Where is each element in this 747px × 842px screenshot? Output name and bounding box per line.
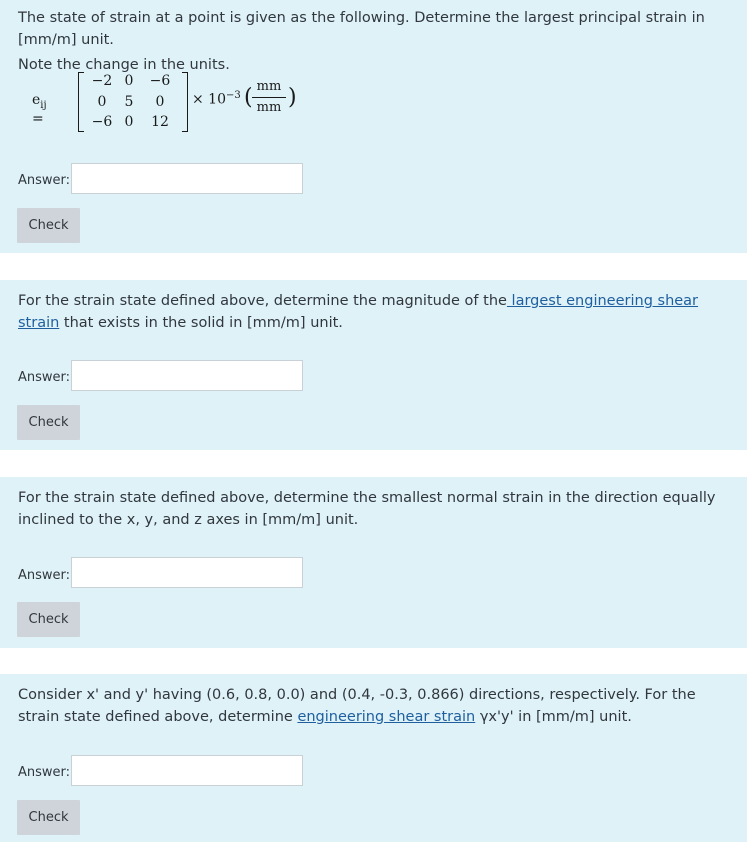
matrix-cell: 12 (151, 114, 169, 130)
multiplier: × $10^{-3}$ (192, 90, 241, 108)
answer-input-4[interactable] (71, 755, 303, 786)
matrix-cell: −2 (91, 73, 113, 89)
question-card-1: The state of strain at a point is given as the following. Determine the largest principal strain in [mm/m] unit. Note the change in the units. $e_{ij}$ = −2 0 −6 0 5 0 −6 0 12 × $10^{-3}$ ( mm mm ) Answer: Check (0, 0, 747, 253)
answer-label: Answer: (18, 370, 71, 385)
check-button-3[interactable]: Check (17, 602, 80, 637)
matrix-cell: 0 (97, 93, 107, 110)
question-1-text (18, 7, 733, 76)
answer-label: Answer: (18, 568, 71, 583)
answer-label: Answer: (18, 173, 71, 188)
question-card-4 (0, 674, 747, 842)
question-card-3 (0, 477, 747, 648)
matrix-cell: −6 (91, 114, 113, 130)
question-1-line-1: The state of strain at a point is given as the following. Determine the largest principal strain in [mm/m] unit. (18, 10, 705, 48)
question-card-2 (0, 280, 747, 450)
matrix-bracket-left (78, 72, 84, 132)
matrix-cell: 5 (124, 93, 134, 110)
answer-input-1[interactable] (71, 163, 303, 194)
matrix-cell: 0 (155, 93, 165, 110)
question-4-text: Consider x' and y' having (0.6, 0.8, 0.0) and (0.4, -0.3, 0.866) directions, respectively. For the strain state defined above, determine engineering shear strain γx'y' in [mm/m] unit. (18, 687, 696, 725)
answer-input-3[interactable] (71, 557, 303, 588)
unit-numerator: mm (256, 79, 282, 94)
matrix-cell: 0 (124, 114, 134, 130)
largest-shear-strain-link[interactable]: largest engineering shear strain (18, 293, 699, 331)
strain-symbol: $e_{ij}$ = (32, 92, 47, 127)
question-1-line-2: Note the change in the units. (18, 57, 230, 73)
question-2-text: For the strain state defined above, determine the magnitude of the largest engineering shear strain that exists in the solid in [mm/m] unit. (18, 293, 699, 331)
question-3-text: For the strain state defined above, determine the smallest normal strain in the direction equally inclined to the x, y, and z axes in [mm/m] unit. (18, 490, 716, 528)
engineering-shear-strain-link[interactable]: engineering shear strain (297, 709, 476, 725)
matrix-cell: −6 (149, 73, 171, 89)
strain-matrix (78, 70, 188, 134)
check-button-1[interactable]: Check (17, 208, 80, 243)
unit-denominator: mm (256, 100, 282, 115)
answer-input-2[interactable] (71, 360, 303, 391)
matrix-cell: 0 (124, 73, 134, 89)
answer-label: Answer: (18, 765, 71, 780)
check-button-2[interactable]: Check (17, 405, 80, 440)
check-button-4[interactable]: Check (17, 800, 80, 835)
matrix-bracket-right (182, 72, 188, 132)
